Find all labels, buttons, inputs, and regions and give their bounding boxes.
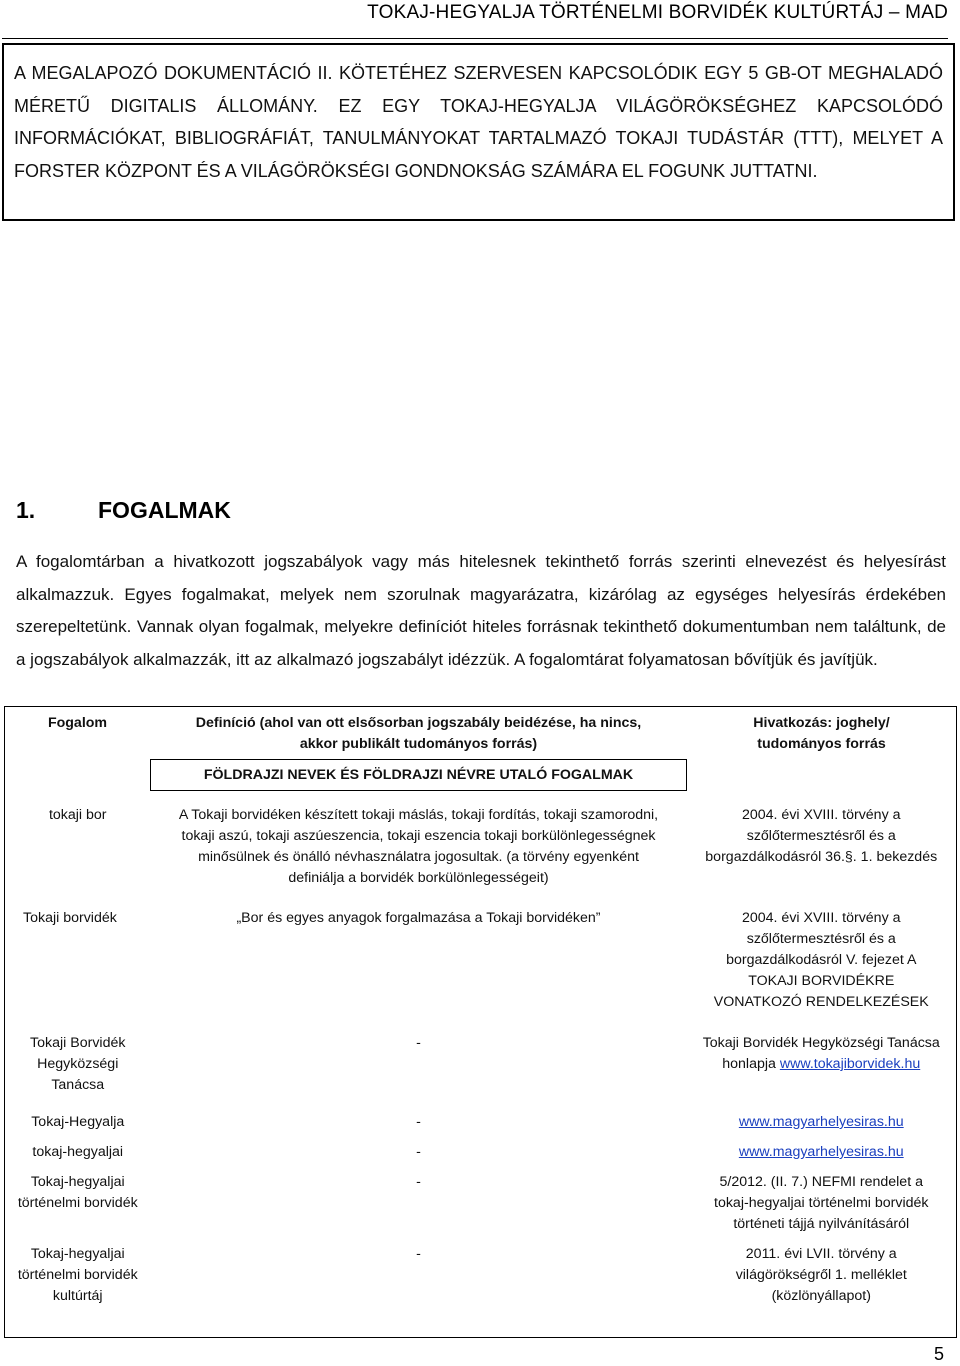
category-label: FÖLDRAJZI NEVEK ÉS FÖLDRAJZI NÉVRE UTALÓ FOGALMAK — [151, 760, 687, 791]
section-number: 1. — [16, 497, 36, 523]
tokajiborvidek-link[interactable]: www.tokajiborvidek.hu — [779, 1056, 921, 1072]
row-definition: - — [416, 1144, 421, 1160]
row-reference: 2011. évi LVII. törvény a világörökségről 1. melléklet (közlönyállapot) — [735, 1246, 907, 1304]
row-definition: - — [416, 1114, 421, 1130]
table-spacer-row — [5, 1307, 957, 1338]
section-title: FOGALMAK — [98, 497, 231, 523]
row-definition: - — [416, 1246, 421, 1262]
table-row — [5, 1096, 957, 1133]
table-spacer — [5, 1307, 957, 1338]
header-rule — [2, 38, 948, 39]
row-reference — [687, 1133, 957, 1163]
header-term: Fogalom — [47, 715, 108, 731]
row-reference: 2004. évi XVIII. törvény a szőlőtermesztésről és a borgazdálkodásról 36.§. 1. bekezdés — [705, 806, 938, 865]
row-term: Tokaj-hegyaljai történelmi borvidék kultúrtáj — [17, 1246, 138, 1304]
glossary-table — [4, 706, 957, 1338]
page-number: 5 — [933, 1344, 944, 1364]
row-definition: A Tokaji borvidéken készített tokaji máslás, tokaji fordítás, tokaji szamorodni, tokaji aszú, tokaji aszúeszencia, tokaji eszencia tokaji borkülönlegességnek minősülnek és önálló névhasználatra jogosultak. (a törvény egyenként definiálja a borvidék borkülönlegességeit) — [178, 807, 659, 886]
magyarhelyesiras-link[interactable]: www.magyarhelyesiras.hu — [738, 1114, 904, 1130]
row-reference — [687, 1096, 957, 1133]
row-definition: „Bor és egyes anyagok forgalmazása a Tokaji borvidéken” — [236, 910, 601, 926]
table-row — [5, 1235, 957, 1307]
table-row — [5, 1013, 957, 1096]
row-reference: 5/2012. (II. 7.) NEFMI rendelet a tokaj-hegyaljai történelmi borvidék történeti tájjá nyilvánításáról — [714, 1174, 929, 1232]
header-definition: Definíció (ahol van ott elsősorban jogszabály beidézése, ha nincs, akkor publikált tudományos forrás) — [195, 715, 642, 752]
magyarhelyesiras-link[interactable]: www.magyarhelyesiras.hu — [738, 1144, 904, 1160]
table-row — [5, 889, 957, 1013]
section-paragraph: A fogalomtárban a hivatkozott jogszabályok vagy más hitelesnek tekinthető forrás szerinti elnevezést és helyesírást alkalmazzuk. Egyes fogalmakat, melyek nem szorulnak magyarázatra, kizárólag az egységes helyesírás érdekében szerepeltetünk. Vannak olyan fogalmak, melyekre definíciót hiteles forrásnak tekinthető dokumentumban nem találtunk, de a jogszabályok alkalmazzák, itt az alkalmazó jogszabályt idézzük. A fogalomtárat folyamatosan bővítjük és javítjük. — [16, 552, 946, 669]
row-reference: 2004. évi XVIII. törvény a szőlőtermesztésről és a borgazdálkodásról V. fejezet A TOKAJI BORVIDÉKRE VONATKOZÓ RENDELKEZÉSEK — [713, 910, 929, 1010]
row-term: tokaj-hegyaljai — [32, 1144, 124, 1160]
table-row — [5, 1163, 957, 1235]
intro-box-text: A MEGALAPOZÓ DOKUMENTÁCIÓ II. KÖTETÉHEZ SZERVESEN KAPCSOLÓDIK EGY 5 GB-OT MEGHALADÓ MÉRETŰ DIGITALIS ÁLLOMÁNY. EZ EGY TOKAJ-HEGYALJA VILÁGÖRÖKSÉGHEZ KAPCSOLÓDÓ INFORMÁCIÓKAT, BIBLIOGRÁFIÁT, TANULMÁNYOKAT TARTALMAZÓ TOKAJI TUDÁSTÁR (TTT), MELYET A FORSTER KÖZPONT ÉS A VILÁGÖRÖKSÉGI GONDNOKSÁG SZÁMÁRA EL FOGUNK JUTTATNI. — [14, 63, 943, 181]
row-term: tokaji bor — [48, 806, 107, 823]
table-header-row — [5, 707, 957, 760]
running-header: TOKAJ-HEGYALJA TÖRTÉNELMI BORVIDÉK KULTÚRTÁJ – MAD — [367, 2, 948, 23]
table-row — [5, 1133, 957, 1163]
intro-box — [2, 43, 955, 221]
row-reference-text: Tokaji Borvidék Hegyközségi Tanácsa honlapja — [702, 1035, 940, 1072]
row-term: Tokaji borvidék — [23, 910, 117, 926]
row-term: Tokaji Borvidék Hegyközségi Tanácsa — [30, 1035, 126, 1093]
row-definition: - — [416, 1174, 421, 1190]
row-reference — [687, 1013, 957, 1096]
section-heading — [16, 497, 231, 524]
table-row — [5, 791, 957, 890]
row-term: Tokaj-hegyaljai történelmi borvidék — [17, 1174, 138, 1211]
header-reference: Hivatkozás: joghely/ tudományos forrás — [753, 715, 890, 752]
row-definition: - — [416, 1035, 421, 1051]
row-term: Tokaj-Hegyalja — [31, 1114, 125, 1130]
